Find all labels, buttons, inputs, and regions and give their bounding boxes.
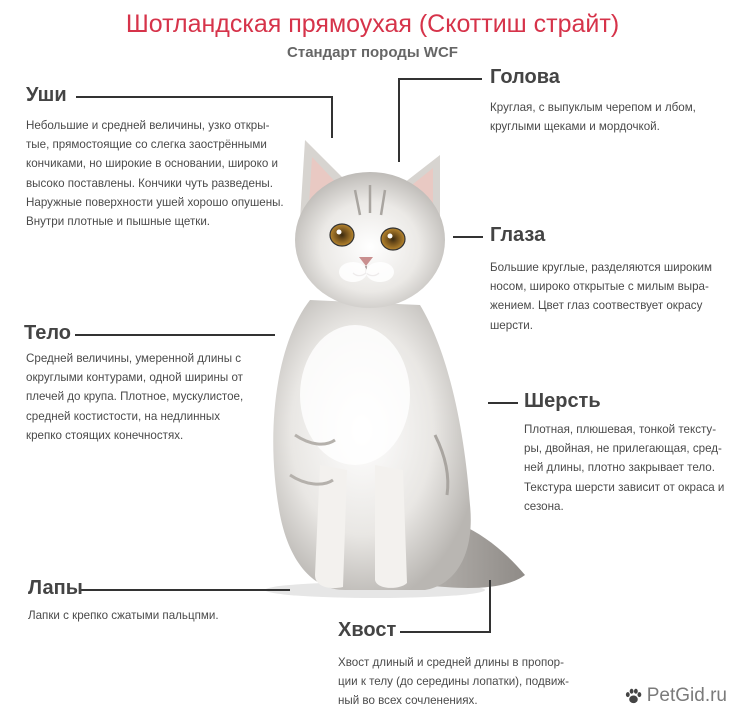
- desc-line: ный во всех сочленениях.: [338, 694, 478, 708]
- body-leader: [75, 334, 275, 336]
- desc-line: Круглая, с выпуклым черепом и лбом,: [490, 101, 696, 114]
- heading-coat: Шерсть: [524, 390, 601, 412]
- tail-leader-h: [400, 631, 491, 633]
- ears-leader-h: [76, 96, 332, 98]
- desc-line: круглыми щеками и мордочкой.: [490, 120, 660, 134]
- desc-line: Плотная, плюшевая, тонкой тексту-: [524, 423, 717, 436]
- desc-line: ры, двойная, не прилегающая, сред-: [524, 442, 722, 456]
- desc-line: Внутри плотные и пышные щетки.: [26, 215, 211, 229]
- head-leader-h: [398, 78, 482, 80]
- desc-head: [490, 98, 730, 136]
- head-leader-v: [398, 78, 400, 162]
- desc-line: крепко стоящих конечностях.: [26, 428, 184, 442]
- site-watermark: [624, 685, 727, 707]
- desc-line: средней костистости, на недлинных: [26, 409, 221, 423]
- heading-head: Голова: [490, 66, 560, 88]
- page-title: Шотландская прямоухая (Скоттиш страйт): [125, 10, 620, 38]
- desc-line: Наружные поверхности ушей хорошо опушены.: [26, 195, 284, 209]
- desc-line: Лапки с крепко сжатыми пальцпми.: [28, 609, 219, 622]
- desc-line: Текстура шерсти зависит от окраса и: [524, 480, 725, 494]
- desc-tail: [338, 653, 588, 711]
- desc-line: сезона.: [524, 499, 564, 513]
- heading-tail: Хвост: [338, 619, 397, 641]
- desc-ears: [26, 116, 301, 231]
- paw-icon: [624, 687, 643, 706]
- desc-line: плечей до крупа. Плотное, мускулистое,: [26, 390, 244, 404]
- desc-line: Хвост длиный и средней длины в пропор-: [338, 656, 564, 669]
- desc-body: [26, 349, 276, 445]
- cat-eye-left: [330, 224, 354, 246]
- heading-eyes: Глаза: [490, 224, 546, 246]
- watermark-text: PetGid.ru: [646, 685, 727, 706]
- desc-line: Небольшие и средней величины, узко откры-: [26, 119, 270, 132]
- desc-line: ции к телу (до середины лопатки), подвиж-: [338, 675, 569, 689]
- desc-line: кончиками, но широкие в основании, широко и: [26, 157, 278, 171]
- desc-paws: [28, 606, 268, 625]
- desc-line: Средней величины, умеренной длины с: [26, 352, 242, 365]
- ears-leader-v: [331, 96, 333, 138]
- heading-ears: Уши: [26, 84, 67, 106]
- heading-paws: Лапы: [28, 577, 83, 599]
- desc-coat: [524, 420, 739, 516]
- cat-leg-right: [375, 465, 407, 588]
- desc-eyes: [490, 258, 735, 335]
- tail-leader-v: [489, 580, 491, 633]
- desc-line: ней длины, плотно закрывает тело.: [524, 461, 715, 475]
- desc-line: тые, прямостоящие со слегка заострёнными: [26, 138, 267, 152]
- cat-eye-right: [381, 228, 405, 250]
- heading-body: Тело: [24, 322, 72, 344]
- page-subtitle: Стандарт породы WCF: [287, 44, 458, 61]
- desc-line: Большие круглые, разделяются широким: [490, 261, 713, 274]
- desc-line: округлыми контурами, одной ширины от: [26, 371, 243, 385]
- desc-line: жением. Цвет глаз соотвествует окрасу: [490, 299, 703, 313]
- coat-leader: [488, 402, 518, 404]
- desc-line: шерсти.: [490, 318, 534, 332]
- eyes-leader: [453, 236, 483, 238]
- desc-line: высоко поставлены. Кончики чуть разведены.: [26, 176, 273, 190]
- paws-leader: [80, 589, 290, 591]
- desc-line: носом, широко открытые с милым выра-: [490, 280, 709, 294]
